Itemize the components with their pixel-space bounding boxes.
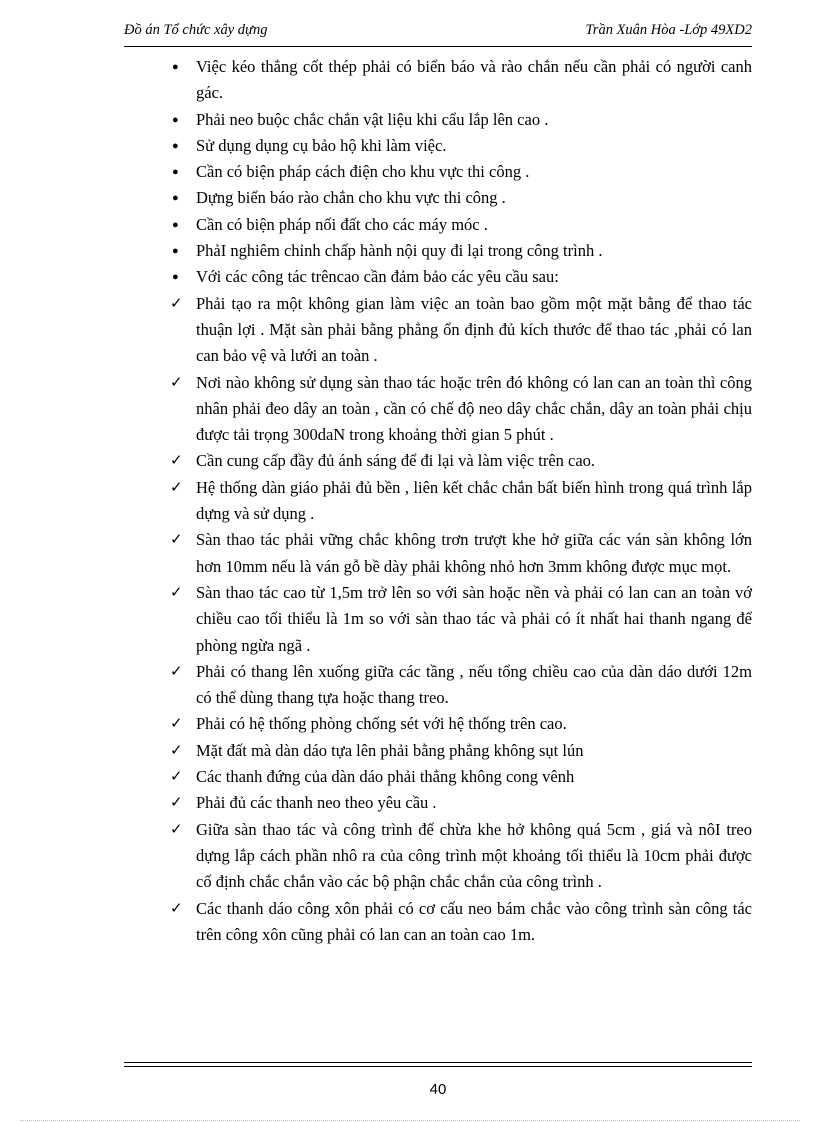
check-item: [166, 817, 752, 896]
bullet-text: Cần có biện pháp nối đất cho các máy móc .: [196, 214, 488, 234]
check-item: [166, 448, 752, 474]
checkmark-icon: ✓: [170, 453, 183, 470]
check-item: [166, 475, 752, 528]
check-item: [166, 738, 752, 764]
bullet-icon: ●: [172, 166, 179, 179]
check-text: Phải có hệ thống phòng chống sét với hệ thống trên cao.: [196, 714, 567, 734]
header-divider: [124, 46, 752, 47]
check-item: [166, 711, 752, 737]
bullet-item: [166, 238, 752, 264]
bullet-icon: ●: [172, 61, 179, 73]
bullet-item: [166, 107, 752, 133]
checkmark-icon: ✓: [170, 584, 183, 601]
header-author: Trần Xuân Hòa -Lớp 49XD2: [585, 22, 752, 38]
check-item: [166, 790, 752, 816]
bullet-icon: ●: [172, 245, 179, 258]
page-header: [124, 18, 752, 42]
checkmark-icon: ✓: [170, 479, 183, 496]
footer-divider: [124, 1062, 752, 1067]
checkmark-icon: ✓: [170, 374, 183, 391]
bullet-icon: ●: [172, 113, 179, 126]
check-text: Giữa sàn thao tác và công trình để chừa khe hở không quá 5cm , giá và nôI treo dựng lắp cách phần nhô ra của công trình một khoảng tối thiểu là 10cm phải được cố định chắc chắn vào các bộ phận chắc chắn của công trình .: [196, 819, 752, 892]
check-text: Mặt đất mà dàn dáo tựa lên phải bằng phẳng không sụt lún: [196, 740, 584, 760]
body-content: [166, 54, 752, 948]
check-text: Cần cung cấp đầy đủ ánh sáng để đi lại và làm việc trên cao.: [196, 451, 596, 471]
bullet-item: [166, 185, 752, 211]
check-text: Các thanh dáo công xôn phải có cơ cấu neo bám chắc vào công trình sàn công tác trên công xôn cũng phải có lan can an toàn cao 1m.: [196, 898, 752, 944]
checkmark-icon: ✓: [170, 742, 183, 759]
bullet-item: [166, 54, 752, 107]
check-text: Phải đủ các thanh neo theo yêu cầu .: [196, 793, 437, 813]
check-text: Sàn thao tác cao từ 1,5m trở lên so với sàn hoặc nền và phải có lan can an toàn vớ chiều cao tối thiểu là 1m so với sàn thao tác và phải có ít nhất hai thanh ngang để phòng ngừa ngã .: [196, 582, 752, 655]
check-item: [166, 291, 752, 370]
check-text: Phải tạo ra một không gian làm việc an toàn bao gồm một mặt bằng để thao tác thuận lợi . Mặt sàn phải bằng phẳng ổn định đủ kích thước để thao tác ,phải có lan can bảo vệ và lưới an toàn .: [196, 293, 752, 366]
check-text: Các thanh đứng của dàn dáo phải thẳng không cong vênh: [196, 767, 575, 787]
header-title: Đồ án Tổ chức xây dựng: [124, 22, 268, 38]
check-item: [166, 580, 752, 659]
checkmark-icon: ✓: [170, 795, 183, 812]
check-item: [166, 764, 752, 790]
checkmark-icon: ✓: [170, 716, 183, 733]
bullet-icon: ●: [172, 192, 179, 205]
page-edge-divider: [20, 1120, 800, 1121]
bullet-text: PhảI nghiêm chỉnh chấp hành nội quy đi lại trong công trình .: [196, 241, 603, 261]
bullet-item: [166, 159, 752, 185]
check-item: [166, 527, 752, 580]
check-item: [166, 370, 752, 449]
check-text: Sàn thao tác phải vững chắc không trơn trượt khe hở giữa các ván sàn không lớn hơn 10mm nếu là ván gỗ bề dày phải không nhỏ hơn 3mm không được mục mọt.: [196, 530, 752, 576]
bullet-text: Sử dụng dụng cụ bảo hộ khi làm việc.: [196, 135, 447, 155]
bullet-text: Dựng biển báo rào chắn cho khu vực thi công .: [196, 188, 506, 208]
bullet-item: [166, 212, 752, 238]
bullet-icon: ●: [172, 218, 179, 231]
bullet-text: Với các công tác trêncao cần đảm bảo các yêu cầu sau:: [196, 267, 559, 287]
checkmark-icon: ✓: [170, 900, 183, 917]
checkmark-icon: ✓: [170, 769, 183, 786]
check-text: Hệ thống dàn giáo phải đủ bền , liên kết chắc chắn bất biến hình trong quá trình lắp dựng và sử dụng .: [196, 477, 752, 524]
checkmark-icon: ✓: [170, 663, 183, 680]
bullet-item: [166, 133, 752, 159]
bullet-icon: ●: [172, 271, 179, 284]
check-text: Phải có thang lên xuống giữa các tầng , nếu tổng chiều cao của dàn dáo dưới 12m có thể dùng thang tựa hoặc thang treo.: [196, 661, 752, 708]
bullet-text: Cần có biện pháp cách điện cho khu vực thi công .: [196, 162, 530, 182]
bullet-icon: ●: [172, 139, 179, 152]
checkmark-icon: ✓: [170, 532, 183, 549]
bullet-text: Việc kéo thẳng cốt thép phải có biển báo và rào chắn nếu cần phải có người canh gác.: [196, 57, 752, 103]
check-item: [166, 659, 752, 712]
bullet-text: Phải neo buộc chắc chắn vật liệu khi cẩu lắp lên cao .: [196, 109, 549, 129]
checkmark-icon: ✓: [170, 821, 183, 838]
checkmark-icon: ✓: [170, 295, 183, 312]
bullet-item: [166, 264, 752, 290]
page-number: 40: [429, 1081, 447, 1098]
check-text: Nơi nào không sử dụng sàn thao tác hoặc trên đó không có lan can an toàn thì công nhân phải đeo dây an toàn , cần có chế độ neo dây chắc chắn, dây an toàn phải chịu được tải trọng 300daN trong khoảng thời gian 5 phút .: [196, 372, 752, 445]
check-item: [166, 896, 752, 949]
